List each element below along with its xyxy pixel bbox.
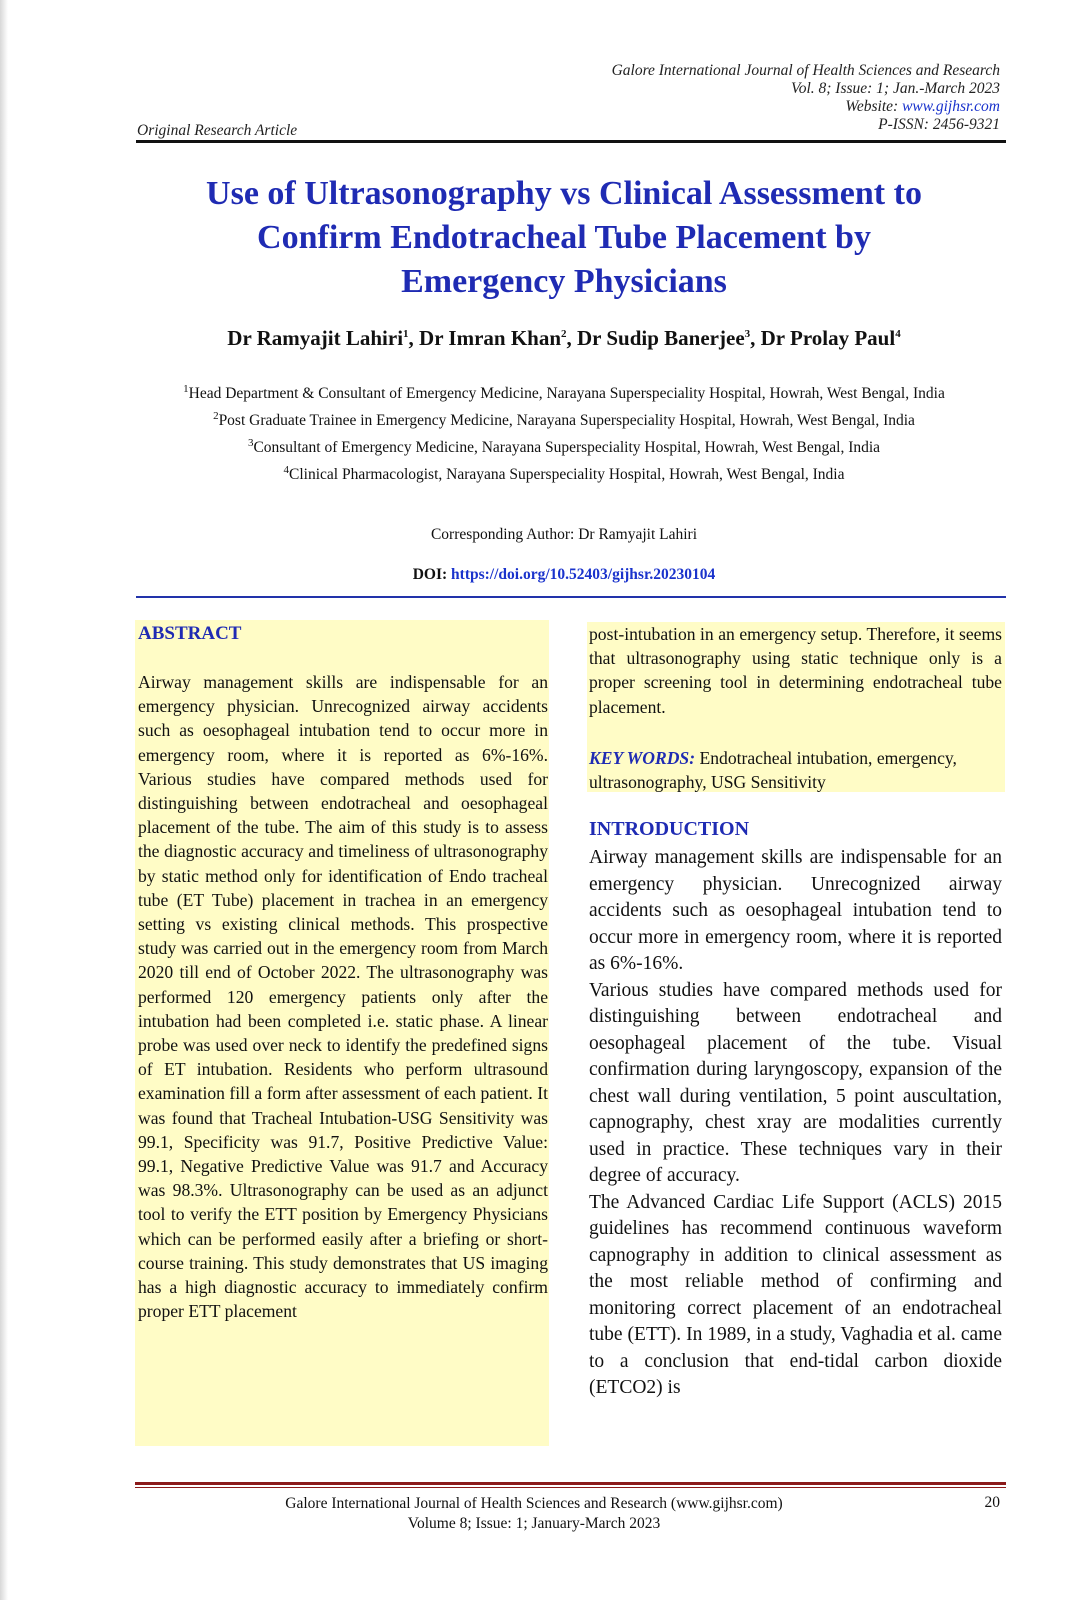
keywords [589,746,1002,794]
affiliations [140,378,988,487]
affiliation [140,432,988,459]
affiliation-sup: 3 [247,437,254,450]
introduction-body [589,845,1002,1402]
footer-volume: Volume 8; Issue: 1; January-March 2023 [407,1515,661,1532]
affiliation-sup: 2 [213,410,219,423]
author-sep: , [566,326,578,350]
journal-website [612,98,1000,116]
author: Dr Ramyajit Lahiri [227,326,404,350]
footer-rule-thin [135,1487,1006,1488]
author-sup: 3 [744,328,751,340]
doi [120,566,1008,584]
article-type: Original Research Article [137,122,298,139]
keywords-label: KEY WORDS: [589,748,696,768]
abstract-continuation: post-intubation in an emergency setup. Therefore, it seems that ultrasonography using static technique only is a proper screening tool in determining endotracheal tube placement. [589,624,1002,717]
author: Dr Sudip Banerjee [577,326,745,350]
affiliation-text: Head Department & Consultant of Emergency Medicine, Narayana Superspeciality Hospital, Howrah, West Bengal, India [188,385,945,403]
author: Dr Prolay Paul [760,326,896,350]
author-sup: 1 [403,328,409,340]
affiliation-sup: 4 [283,464,290,477]
affiliation-text: Clinical Pharmacologist, Narayana Superspeciality Hospital, Howrah, West Bengal, India [289,466,845,484]
doi-link[interactable]: https://doi.org/10.52403/gijhsr.20230104 [451,566,716,583]
footer-rule [135,1482,1006,1485]
affiliation-text: Consultant of Emergency Medicine, Narayana Superspeciality Hospital, Howrah, West Bengal, India [253,439,881,457]
introduction-paragraph: The Advanced Cardiac Life Support (ACLS) 2015 guidelines has recommend continuous waveform capnography in addition to clinical assessment as the most reliable method of confirming and monitoring correct placement of an endotracheal tube (ETT). In 1989, in a study, Vaghadia et al. came to a conclusion that end-tidal carbon dioxide (ETCO2) is [589,1191,1002,1398]
title-line: Use of Ultrasonography vs Clinical Assessment to [206,175,922,212]
author-sep: , [750,326,761,350]
author-sup: 4 [895,328,901,340]
header-rule [136,140,1006,143]
introduction-paragraph: Various studies have compared methods used for distinguishing between endotracheal and oesophageal placement of the tube. Visual confirmation during laryngoscopy, expansion of the chest wall during ventilation, 5 point auscultation, capnography, chest xray are modalities currently used in practice. These techniques vary in their degree of accuracy. [589,979,1002,1186]
affiliation [140,378,988,405]
journal-name: Galore International Journal of Health Sciences and Research [611,62,1000,79]
author-sep: , [408,326,420,350]
author-list [120,326,1008,351]
author: Dr Imran Khan [419,326,562,350]
website-link[interactable]: www.gijhsr.com [902,98,1000,115]
affiliation [140,459,988,486]
keywords-text: Endotracheal intubation, emergency, ultrasonography, USG Sensitivity [589,748,957,793]
affiliation-text: Post Graduate Trainee in Emergency Medicine, Narayana Superspeciality Hospital, Howrah, West Bengal, India [218,412,915,430]
abstract-heading: ABSTRACT [138,623,242,644]
footer-journal: Galore International Journal of Health Sciences and Research (www.gijhsr.com) [285,1495,783,1512]
website-label: Website: [845,98,903,115]
title-line: Confirm Endotracheal Tube Placement by [257,219,871,256]
doi-rule [136,596,1006,598]
abstract-body: Airway management skills are indispensable for an emergency physician. Unrecognized airway accidents such as oesophageal intubation tend to occur more in emergency room, where it is reported as 6%-16%. Various studies have compared methods used for distinguishing between endotracheal and oesophageal placement of the tube. The aim of this study is to assess the diagnostic accuracy and timeliness of ultrasonography by static method only for identification of Endo tracheal tube (ET Tube) placement in trachea in an emergency setting vs existing clinical methods. This prospective study was carried out in the emergency room from March 2020 till end of October 2022. The ultrasonography was performed 120 emergency patients only after the intubation had been completed i.e. static phase. A linear probe was used over neck to identify the predefined signs of ET intubation. Residents who perform ultrasound examination fill a form after assessment of each patient. It was found that Tracheal Intubation-USG Sensitivity was 99.1, Specificity was 91.7, Positive Predictive Value: 99.1, Negative Predictive Value was 91.7 and Accuracy was 98.3%. Ultrasonography can be used as an adjunct tool to verify the ETT position by Emergency Physicians which can be performed easily after a briefing or short-course training. This study demonstrates that US imaging has a high diagnostic accuracy to immediately confirm proper ETT placement [138,672,548,1322]
page-footer [120,1494,948,1534]
doi-label: DOI: [412,566,452,583]
page-number: 20 [984,1494,1000,1511]
journal-issn: P-ISSN: 2456-9321 [878,116,1000,133]
introduction-heading: INTRODUCTION [589,818,750,840]
affiliation [140,405,988,432]
article-title [120,172,1008,304]
title-line: Emergency Physicians [401,263,727,300]
corresponding-author: Corresponding Author: Dr Ramyajit Lahiri [430,526,698,543]
journal-header [612,62,1000,134]
journal-issue: Vol. 8; Issue: 1; Jan.-March 2023 [790,80,1000,97]
affiliation-sup: 1 [183,383,189,395]
author-sup: 2 [561,328,567,340]
introduction-paragraph: Airway management skills are indispensable for an emergency physician. Unrecognized airway accidents such as oesophageal intubation tend to occur more in emergency room, where it is reported as 6%-16%. [589,847,1002,974]
